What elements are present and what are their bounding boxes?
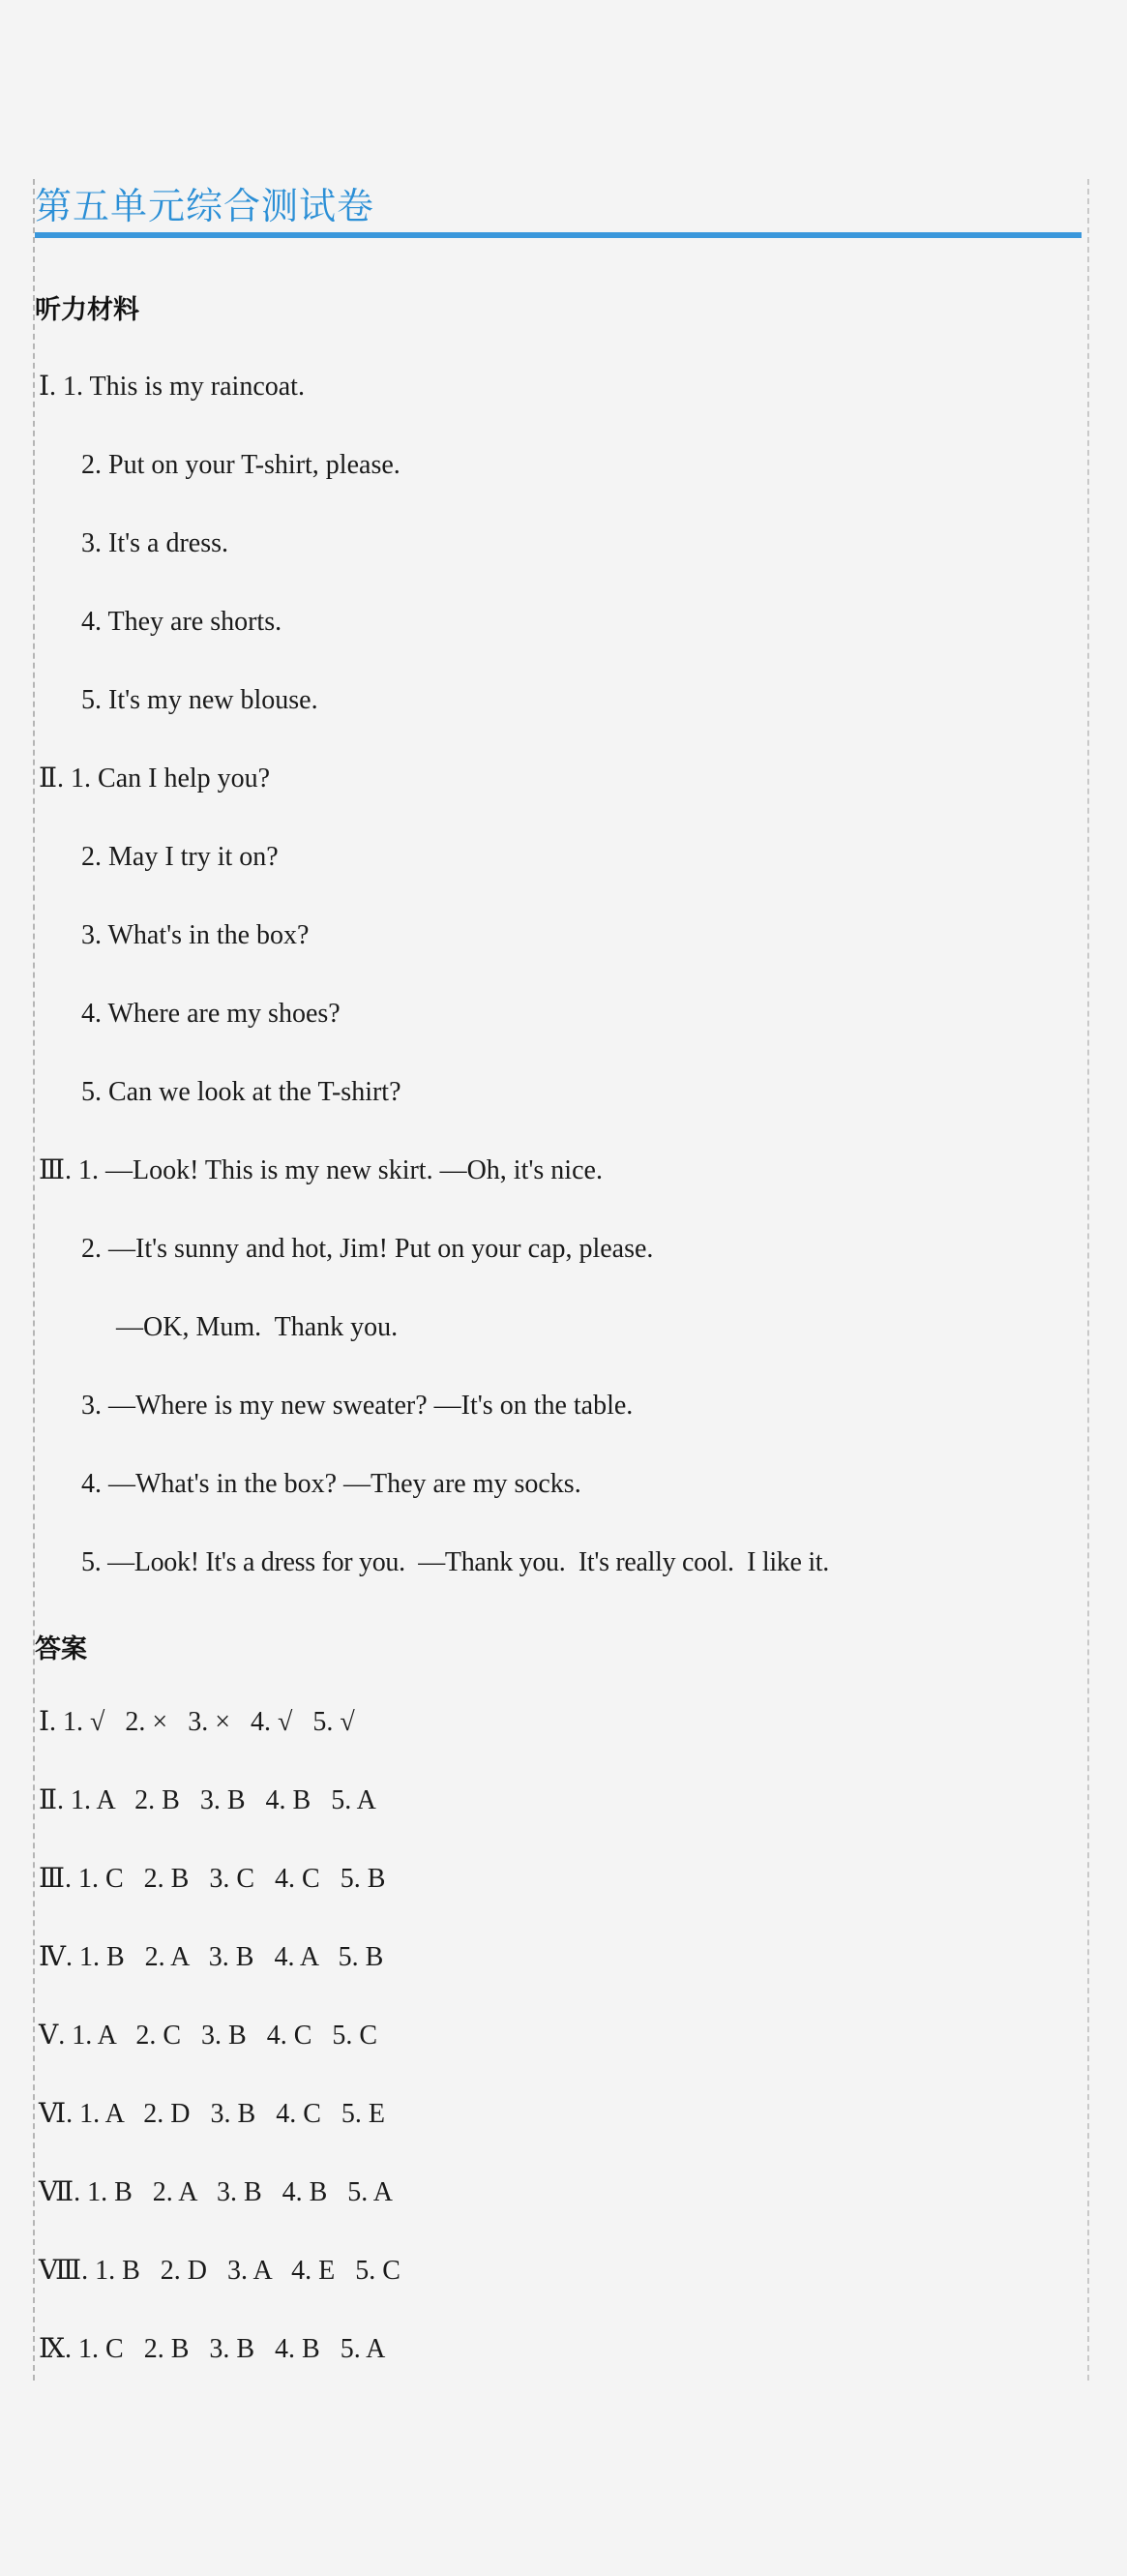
listening-line: 4. They are shorts. [81, 607, 282, 637]
listening-line: —OK, Mum. Thank you. [116, 1312, 399, 1342]
listening-line: 5. Can we look at the T-shirt? [81, 1077, 401, 1107]
answer-line: Ⅶ. 1. B 2. A 3. B 4. B 5. A [39, 2177, 393, 2207]
answer-line: Ⅴ. 1. A 2. C 3. B 4. C 5. C [39, 2021, 378, 2051]
listening-line: 2. May I try it on? [81, 842, 279, 872]
right-margin-dashed-line [1087, 179, 1089, 2381]
listening-line: 2. —It's sunny and hot, Jim! Put on your cap, please. [81, 1234, 654, 1264]
answer-line: Ⅲ. 1. C 2. B 3. C 4. C 5. B [39, 1864, 386, 1894]
answer-line: Ⅷ. 1. B 2. D 3. A 4. E 5. C [39, 2256, 400, 2286]
left-margin-dashed-line [33, 179, 35, 2381]
answer-line: Ⅵ. 1. A 2. D 3. B 4. C 5. E [39, 2099, 385, 2129]
listening-line: 2. Put on your T-shirt, please. [81, 450, 400, 480]
page-title: 第五单元综合测试卷 [35, 185, 375, 227]
title-underline [35, 232, 1082, 238]
listening-line: 5. It's my new blouse. [81, 685, 318, 715]
answer-line: Ⅳ. 1. B 2. A 3. B 4. A 5. B [39, 1942, 384, 1972]
listening-line: Ⅱ. 1. Can I help you? [39, 764, 271, 794]
listening-line: 5. —Look! It's a dress for you. —Thank you. It's really cool. I like it. [81, 1547, 829, 1577]
section-heading-listening: 听力材料 [35, 295, 139, 325]
answer-line: Ⅱ. 1. A 2. B 3. B 4. B 5. A [39, 1785, 376, 1815]
listening-line: 4. —What's in the box? —They are my socks. [81, 1469, 581, 1499]
listening-line: 3. What's in the box? [81, 920, 310, 950]
listening-line: 3. It's a dress. [81, 528, 229, 558]
answer-line: Ⅸ. 1. C 2. B 3. B 4. B 5. A [39, 2334, 386, 2364]
section-heading-answers: 答案 [35, 1634, 87, 1664]
listening-line: Ⅰ. 1. This is my raincoat. [39, 372, 305, 402]
listening-line: 3. —Where is my new sweater? —It's on the table. [81, 1391, 634, 1421]
listening-line: Ⅲ. 1. —Look! This is my new skirt. —Oh, it's nice. [39, 1155, 603, 1185]
listening-line: 4. Where are my shoes? [81, 999, 341, 1029]
answer-line: Ⅰ. 1. √ 2. × 3. × 4. √ 5. √ [39, 1707, 355, 1737]
